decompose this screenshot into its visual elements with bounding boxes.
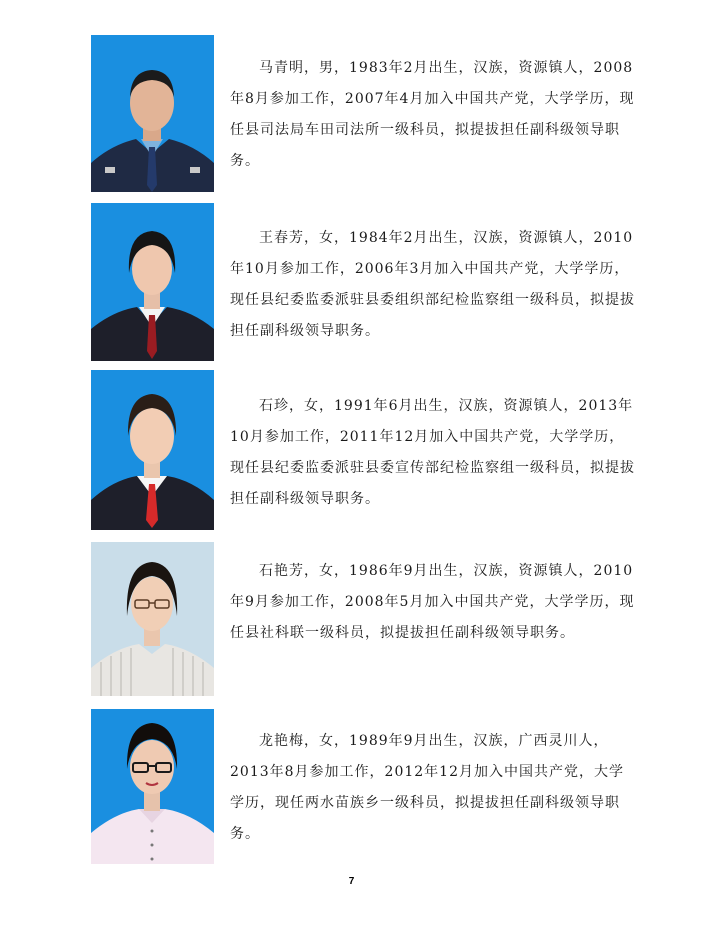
portrait-photo: [91, 203, 214, 361]
candidate-bio: 马青明，男，1983年2月出生，汉族，资源镇人，2008年8月参加工作，2007年4月加入中国共产党，大学学历，现任县司法局车田司法所一级科员，拟提拔担任副科级领导职务。: [230, 60, 635, 169]
candidate-bio: 石艳芳，女，1986年9月出生，汉族，资源镇人，2010年9月参加工作，2008年5月加入中国共产党，大学学历，现任县社科联一级科员，拟提拔担任副科级领导职务。: [230, 563, 635, 641]
portrait-photo: [91, 709, 214, 864]
candidate-bio: 石珍，女，1991年6月出生，汉族，资源镇人，2013年10月参加工作，2011年12月加入中国共产党，大学学历，现任县纪委监委派驻县委宣传部纪检监察组一级科员，拟提拔担任副科级领导职务。: [230, 398, 635, 507]
portrait-photo: [91, 35, 214, 192]
candidate-bio: 王春芳，女，1984年2月出生，汉族，资源镇人，2010年10月参加工作，2006年3月加入中国共产党，大学学历，现任县纪委监委派驻县委组织部纪检监察组一级科员，拟提拔担任副科级领导职务。: [230, 230, 635, 339]
portrait-photo: [91, 370, 214, 530]
page-number: 7: [348, 876, 355, 887]
portrait-photo: [91, 542, 214, 696]
candidate-bio: 龙艳梅，女，1989年9月出生，汉族，广西灵川人，2013年8月参加工作，2012年12月加入中国共产党，大学学历，现任两水苗族乡一级科员，拟提拔担任副科级领导职务。: [230, 733, 624, 842]
